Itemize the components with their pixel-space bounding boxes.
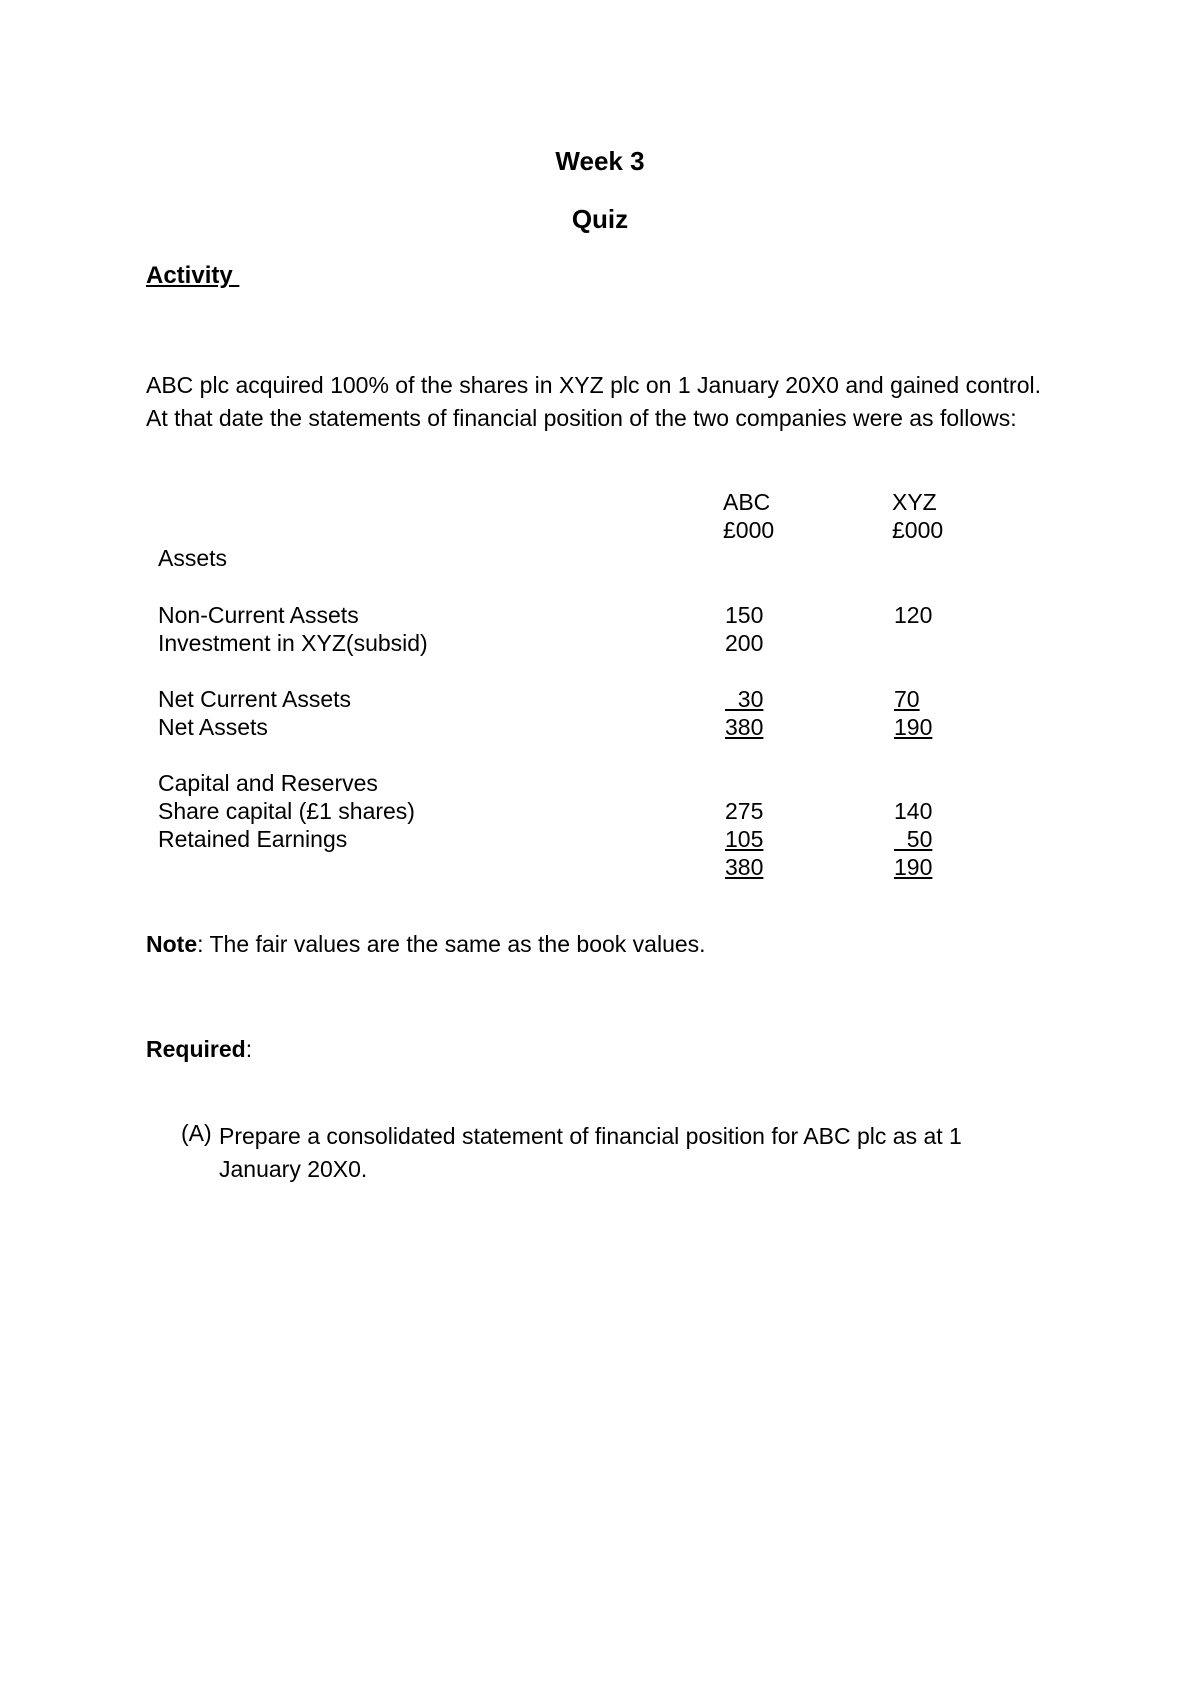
row-label: Retained Earnings (158, 826, 348, 852)
intro-paragraph: ABC plc acquired 100% of the shares in XYZ plc on 1 January 20X0 and gained control. At that date the statements of financial position of the two companies were as follows: (146, 372, 1041, 431)
row-value-abc: 380 (725, 714, 764, 740)
column-unit-abc: £000 (723, 517, 775, 543)
capital-heading: Capital and Reserves (158, 770, 378, 796)
required-label: Required (146, 1036, 246, 1062)
row-value-abc: 30 (725, 686, 764, 712)
week-title: Week 3 (555, 146, 645, 176)
assets-heading: Assets (158, 545, 228, 571)
total-value-xyz: 190 (894, 854, 933, 880)
row-value-xyz: 70 (894, 686, 920, 712)
requirement-text: Prepare a consolidated statement of financial position for ABC plc as at 1 January 20X0. (219, 1123, 962, 1182)
note-line (146, 931, 706, 958)
row-label: Investment in XYZ(subsid) (158, 630, 428, 656)
row-value-xyz: 140 (894, 798, 933, 824)
column-header-abc: ABC (723, 489, 771, 515)
row-value-xyz: 50 (894, 826, 933, 852)
activity-heading: Activity (146, 262, 240, 289)
row-label: Share capital (£1 shares) (158, 798, 415, 824)
column-header-xyz: XYZ (892, 489, 937, 515)
row-value-xyz: 190 (894, 714, 933, 740)
row-value-abc: 275 (725, 798, 764, 824)
row-label: Net Current Assets (158, 686, 352, 712)
required-suffix: : (245, 1036, 253, 1062)
note-text: : The fair values are the same as the book values. (197, 931, 706, 957)
requirement-marker: (A) (181, 1120, 212, 1146)
row-value-abc: 200 (725, 630, 764, 656)
row-value-abc: 105 (725, 826, 764, 852)
column-unit-xyz: £000 (892, 517, 944, 543)
required-line (146, 1036, 252, 1063)
row-label: Net Assets (158, 714, 268, 740)
row-value-xyz: 120 (894, 602, 933, 628)
quiz-title: Quiz (571, 204, 629, 234)
row-value-abc: 150 (725, 602, 764, 628)
note-label: Note (146, 931, 198, 957)
total-value-abc: 380 (725, 854, 764, 880)
row-label: Non-Current Assets (158, 602, 359, 628)
